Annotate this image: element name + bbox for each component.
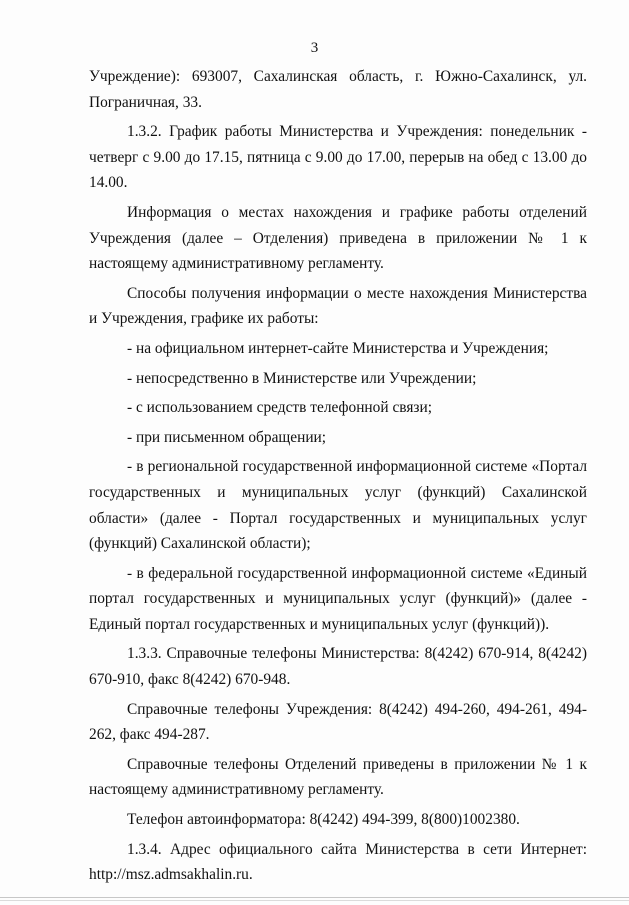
list-item-regional-portal: - в региональной государственной информационной системе «Портал государственных и муниципальных услуг (функций) Сахалинской области» (далее - Портал государственных и муниципальных услуг (функций) Сахалинской области); (89, 458, 587, 553)
scan-edge-line (0, 897, 629, 898)
paragraph-official-website: 1.3.4. Адрес официального сайта Министерства в сети Интернет: http://msz.admsakhalin.ru. (89, 840, 587, 884)
paragraph-address-continuation: Учреждение): 693007, Сахалинская область, г. Южно-Сахалинск, ул. Пограничная, 33. (89, 68, 587, 111)
page-number: 3 (310, 40, 319, 56)
paragraph-branch-phones: Справочные телефоны Отделений приведены в приложении № 1 к настоящему административному регламенту. (89, 755, 587, 799)
paragraph-institution-phones: Справочные телефоны Учреждения: 8(4242) 494-260, 494-261, 494-262, факс 494-287. (89, 700, 587, 744)
list-item-website: - на официальном интернет-сайте Министерства и Учреждения; (127, 339, 549, 357)
scan-edge-line (0, 900, 629, 901)
paragraph-autoinformer-phone: Телефон автоинформатора: 8(4242) 494-399, 8(800)1002380. (127, 811, 520, 829)
paragraph-work-schedule: 1.3.2. График работы Министерства и Учреждения: понедельник - четверг с 9.00 до 17.15, пятница с 9.00 до 17.00, перерыв на обед с 13.00 до 14.00. (89, 123, 587, 192)
paragraph-branches-info: Информация о местах нахождения и графике работы отделений Учреждения (далее – Отделения) приведена в приложении № 1 к настоящему административному регламенту. (89, 203, 587, 273)
paragraph-ministry-phones: 1.3.3. Справочные телефоны Министерства: 8(4242) 670-914, 8(4242) 670-910, факс 8(4242) 670-948. (89, 645, 587, 689)
list-item-federal-portal: - в федеральной государственной информационной системе «Единый портал государственных и муниципальных услуг (функций)» (далее - Единый портал государственных и муниципальных услуг (функций)). (89, 564, 587, 633)
list-item-written-request: - при письменном обращении; (127, 428, 327, 446)
paragraph-info-methods-intro: Способы получения информации о месте нахождения Министерства и Учреждения, графике их работы: (89, 284, 587, 328)
list-item-in-person: - непосредственно в Министерстве или Учреждении; (127, 369, 477, 387)
document-body (89, 64, 587, 892)
list-item-phone: - с использованием средств телефонной связи; (127, 399, 433, 417)
